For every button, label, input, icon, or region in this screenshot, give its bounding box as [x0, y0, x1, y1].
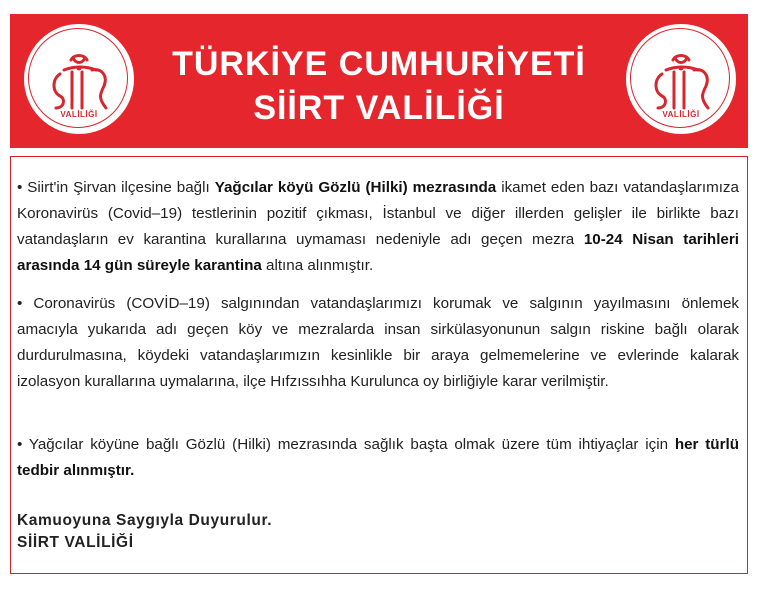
siirt-valiligi-logo-left [24, 24, 134, 134]
location-emphasis: Yağcılar köyü Gözlü (Hilki) mezrasında [214, 179, 497, 196]
logo-label: VALİLİĞİ [662, 110, 700, 119]
closing-signature [17, 510, 272, 554]
logo-label: VALİLİĞİ [60, 110, 98, 119]
date-emphasis: 10-24 Nisan tarihleri arasında 14 gün süreyle karantina [17, 231, 739, 274]
measures-emphasis: her türlü tedbir alınmıştır. [17, 436, 739, 479]
title-line-2: SİİRT VALİLİĞİ [253, 89, 505, 127]
header-banner [10, 14, 748, 148]
signature-line: SİİRT VALİLİĞİ [17, 534, 134, 551]
paragraph-measures: • Yağcılar köyüne bağlı Gözlü (Hilki) mezrasında sağlık başta olmak üzere tüm ihtiyaçlar için her türlü tedbir alınmıştır. [17, 436, 739, 479]
page-title [150, 42, 608, 130]
title-line-1: TÜRKİYE CUMHURİYETİ [172, 45, 586, 83]
closing-line: Kamuoyuna Saygıyla Duyurulur. [17, 512, 273, 529]
announcement-box [10, 156, 748, 574]
paragraph-decision: • Coronavirüs (COVİD–19) salgınından vatandaşlarımızı korumak ve salgının yayılmasını önlemek amacıyla yukarıda adı geçen köy ve mezralarda insan sirkülasyonunun salgın riskine bağlı olarak durdurulmasına, köydeki vatandaşlarımızın kesinlikle bir araya gelmemelerine ve evlerinde kalarak izolasyon kurallarına uymalarına, ilçe Hıfzıssıhha Kurulunca oy birliğiyle karar verilmiştir. [17, 295, 739, 390]
siirt-valiligi-logo-right [626, 24, 736, 134]
paragraph-quarantine: • Siirt'in Şirvan ilçesine bağlı Yağcılar köyü Gözlü (Hilki) mezrasında ikamet eden bazı vatandaşlarımıza Koronavirüs (Covid–19) testlerinin pozitif çıkması, İstanbul ve diğer illerden gelişler ile birlikte bazı vatandaşların ev karantina kurallarına uymaması nedeniyle adı geçen mezra 10-24 Nisan tarihleri arasında 14 gün süreyle karantina altına alınmıştır. [17, 179, 739, 274]
